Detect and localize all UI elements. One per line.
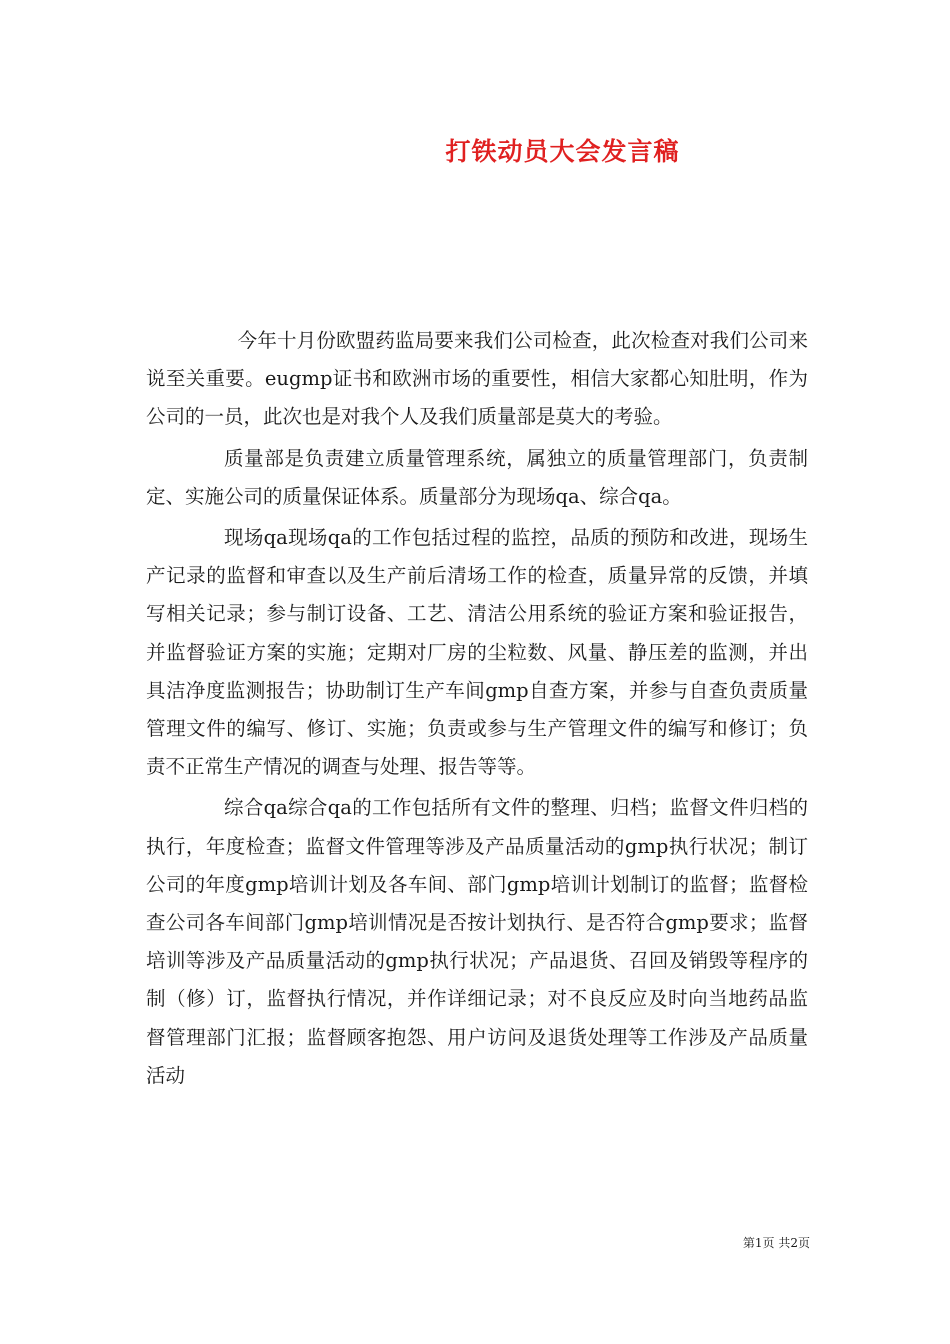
document-body [146, 322, 808, 1098]
page-number: 第1页 共2页 [742, 1236, 810, 1250]
paragraph: 今年十月份欧盟药监局要来我们公司检查，此次检查对我们公司来说至关重要。eugmp证书和欧洲市场的重要性，相信大家都心知肚明，作为公司的一员，此次也是对我个人及我们质量部是莫大的考验。 [146, 329, 808, 429]
paragraph: 综合qa综合qa的工作包括所有文件的整理、归档；监督文件归档的执行，年度检查；监督文件管理等涉及产品质量活动的gmp执行状况；制订公司的年度gmp培训计划及各车间、部门gmp培训计划制订的监督；监督检查公司各车间部门gmp培训情况是否按计划执行、是否符合gmp要求；监督培训等涉及产品质量活动的gmp执行状况；产品退货、召回及销毁等程序的制（修）订，监督执行情况，并作详细记录；对不良反应及时向当地药品监督管理部门汇报；监督顾客抱怨、用户访问及退货处理等工作涉及产品质量活动 [146, 796, 808, 1087]
page-title: 打铁动员大会发言稿 [445, 137, 680, 166]
paragraph: 现场qa现场qa的工作包括过程的监控，品质的预防和改进，现场生产记录的监督和审查以及生产前后清场工作的检查，质量异常的反馈，并填写相关记录；参与制订设备、工艺、清洁公用系统的验证方案和验证报告，并监督验证方案的实施；定期对厂房的尘粒数、风量、静压差的监测，并出具洁净度监测报告；协助制订生产车间gmp自查方案，并参与自查负责质量管理文件的编写、修订、实施；负责或参与生产管理文件的编写和修订；负责不正常生产情况的调查与处理、报告等等。 [146, 526, 808, 779]
paragraph: 质量部是负责建立质量管理系统，属独立的质量管理部门，负责制定、实施公司的质量保证体系。质量部分为现场qa、综合qa。 [146, 446, 808, 508]
